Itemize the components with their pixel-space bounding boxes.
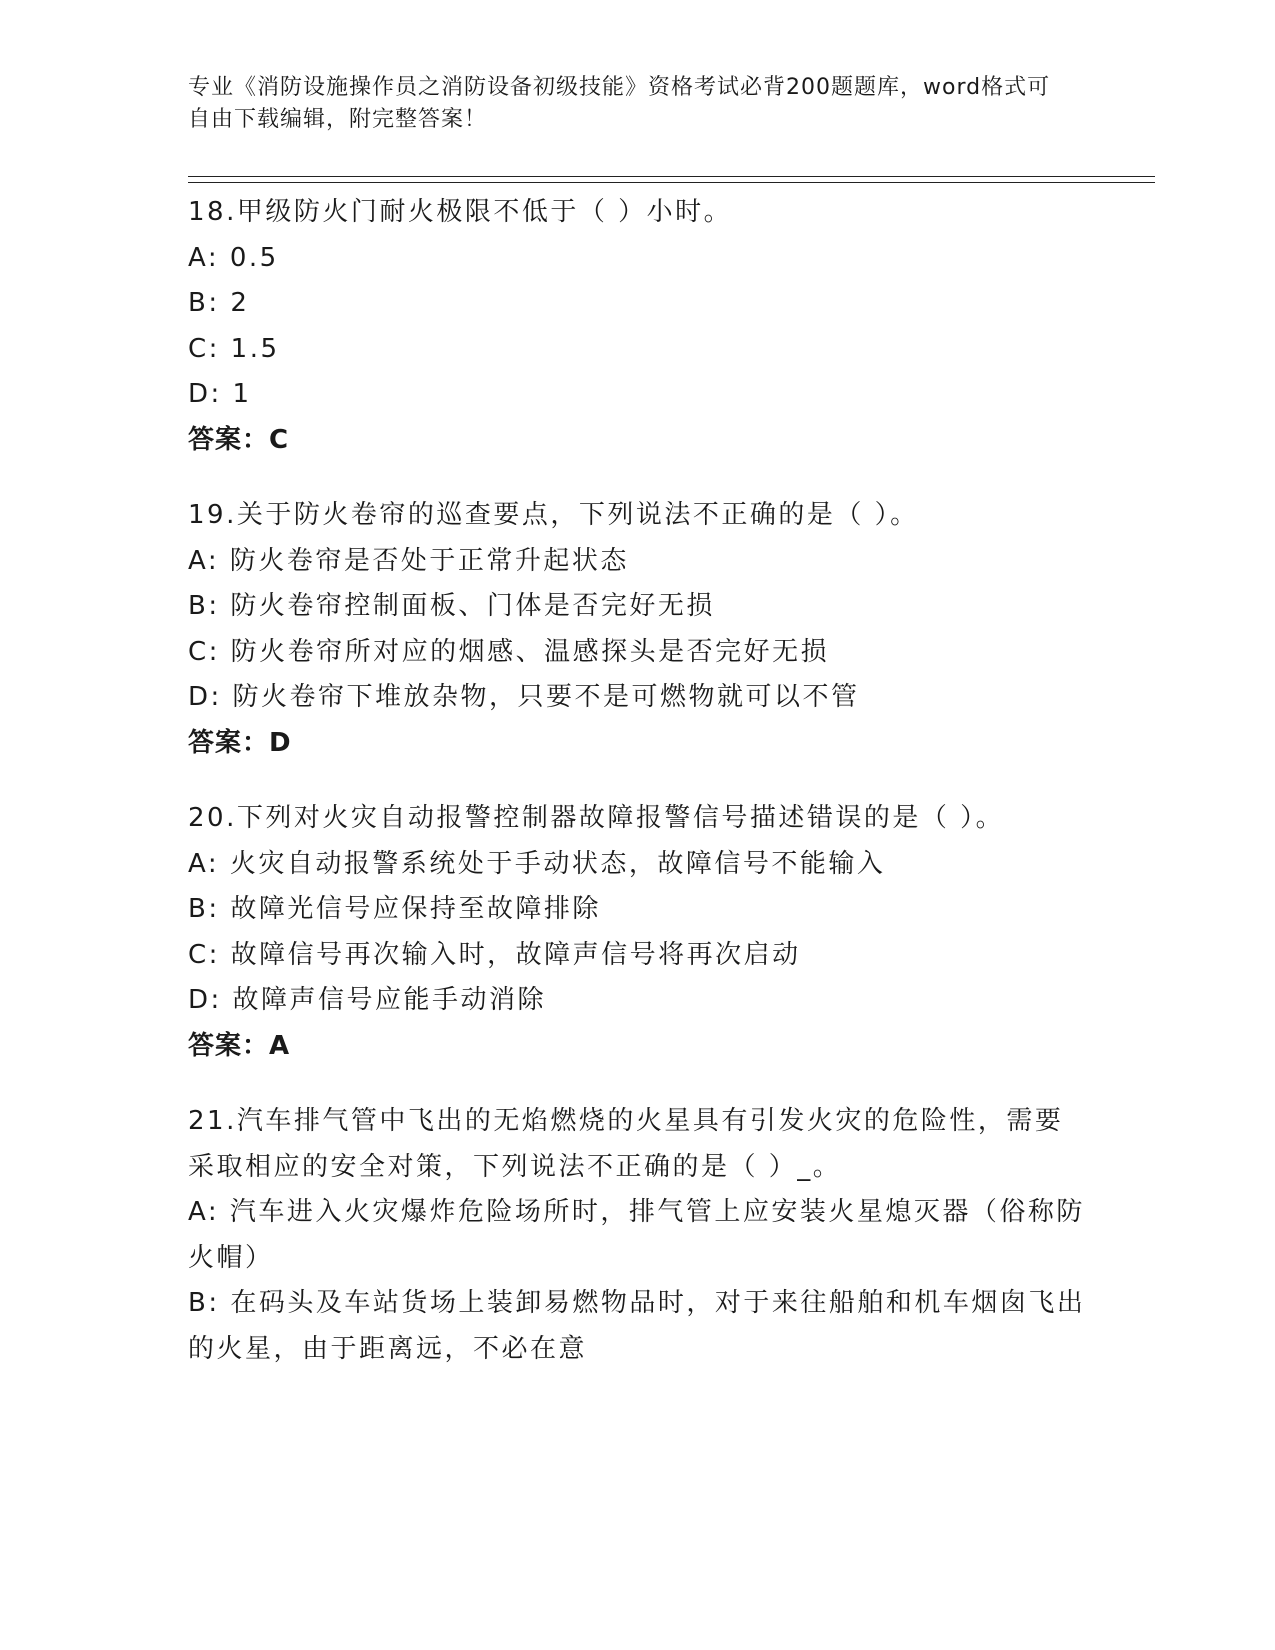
option-d: D: 防火卷帘下堆放杂物，只要不是可燃物就可以不管 [188, 682, 860, 712]
option-b: B: 故障光信号应保持至故障排除 [188, 894, 601, 924]
question-19 [188, 493, 1088, 766]
document-header: 专业《消防设施操作员之消防设备初级技能》资格考试必背200题题库，word格式可自由下载编辑，附完整答案！ [188, 75, 1051, 132]
option-b: B: 在码头及车站货场上装卸易燃物品时，对于来往船舶和机车烟囱飞出的火星，由于距离远，不必在意 [188, 1288, 1086, 1364]
option-d: D: 1 [188, 379, 252, 409]
header-divider-top [188, 176, 1155, 177]
option-b: B: 防火卷帘控制面板、门体是否完好无损 [188, 591, 715, 621]
answer: 答案：A [188, 1030, 291, 1061]
header-divider-bottom [188, 182, 1155, 183]
option-d: D: 故障声信号应能手动消除 [188, 985, 547, 1015]
answer: 答案：D [188, 727, 292, 758]
question-stem: 20.下列对火灾自动报警控制器故障报警信号描述错误的是（ ）。 [188, 803, 1005, 833]
question-18 [188, 190, 1088, 463]
option-a: A: 防火卷帘是否处于正常升起状态 [188, 545, 629, 576]
option-c: C: 防火卷帘所对应的烟感、温感探头是否完好无损 [188, 636, 830, 667]
question-stem: 21.汽车排气管中飞出的无焰燃烧的火星具有引发火灾的危险性，需要采取相应的安全对策，下列说法不正确的是（ ）_。 [188, 1106, 1064, 1182]
question-stem: 19.关于防火卷帘的巡查要点，下列说法不正确的是（ ）。 [188, 500, 919, 530]
option-a: A: 0.5 [188, 242, 279, 273]
option-c: C: 1.5 [188, 333, 280, 364]
question-stem: 18.甲级防火门耐火极限不低于（ ）小时。 [188, 197, 733, 227]
question-list [188, 190, 1088, 1402]
option-c: C: 故障信号再次输入时，故障声信号将再次启动 [188, 939, 801, 970]
option-a: A: 汽车进入火灾爆炸危险场所时，排气管上应安装火星熄灭器（俗称防火帽） [188, 1197, 1085, 1273]
answer: 答案：C [188, 424, 290, 455]
question-20 [188, 796, 1088, 1069]
question-21 [188, 1099, 1088, 1372]
option-a: A: 火灾自动报警系统处于手动状态，故障信号不能输入 [188, 848, 886, 879]
option-b: B: 2 [188, 288, 250, 318]
